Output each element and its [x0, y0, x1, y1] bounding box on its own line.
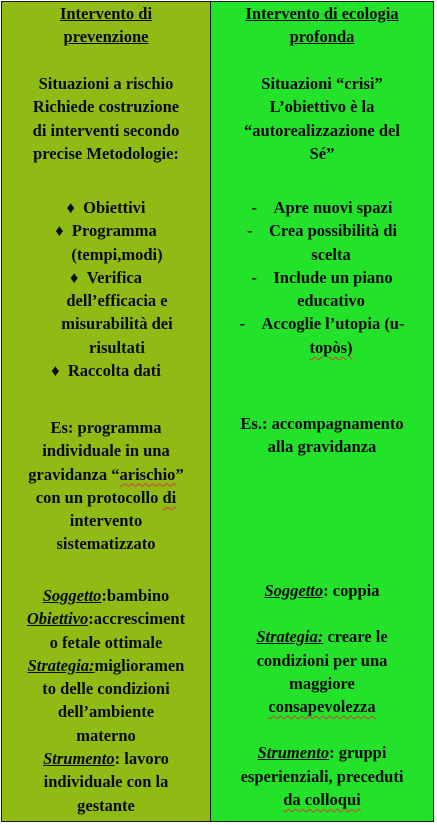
soggetto-line: Soggetto:bambino	[42, 586, 170, 605]
soggetto-line: Soggetto: coppia	[264, 581, 380, 600]
obiettivo-line: Obiettivo:accresciment	[26, 609, 186, 629]
dash-bullet: -	[251, 267, 257, 287]
left-details: Soggetto:bambino Obiettivo:accresciment o fetale ottimale Strategia:miglioramen to delle condizioni dell’ambiente materno Strumento: lavoro individuale con la gestante	[2, 584, 210, 817]
strumento-line: Strumento: lavoro	[43, 749, 169, 769]
left-example: Es: programma individuale in una gravidanza “arischio” con un protocollo di intervento sistematizzato	[28, 418, 184, 554]
diamond-bullet-icon: ♦	[51, 361, 60, 381]
dash-bullet: -	[246, 221, 253, 241]
diamond-bullet-icon: ♦	[70, 267, 79, 287]
strumento-line: Strumento: gruppi	[257, 743, 387, 763]
left-bullet-list: ♦ Obiettivi ♦ Programma (tempi,modi) ♦ Verifica dell’efficacia e misurabilità dei risultati ♦ Raccolta dati	[2, 196, 210, 382]
right-details: Soggetto: coppia Strategia: creare le condizioni per una maggiore consapevolezza Strumento: gruppi esperienziali, preceduti da colloqui	[211, 579, 433, 811]
bullet-item: ♦ Programma	[55, 221, 157, 241]
right-dash-list: - Apre nuovi spazi - Crea possibilità di scelta - Include un piano educativo - Accoglie l’utopia (u- topòs)	[211, 196, 433, 359]
bullet-item: ♦ Raccolta dati	[51, 361, 161, 381]
dash-bullet: -	[239, 314, 245, 334]
strategia-line: Strategia: creare le	[256, 627, 388, 647]
left-intro: Situazioni a rischio Richiede costruzione di interventi secondo precise Metodologie:	[32, 74, 180, 163]
right-intro: Situazioni “crisi” L’obiettivo è la “autorealizzazione del Sé”	[244, 74, 400, 163]
dash-bullet: -	[251, 198, 258, 217]
comparison-table	[1, 1, 434, 822]
column-ecologia-profonda	[211, 2, 433, 821]
dash-item: - Apre nuovi spazi	[251, 198, 393, 217]
diamond-bullet-icon: ♦	[55, 221, 64, 241]
left-title: Intervento di prevenzione	[59, 4, 153, 47]
right-example: Es.: accompagnamento alla gravidanza	[240, 414, 404, 457]
strategia-line: Strategia:miglioramen	[27, 655, 185, 675]
right-title: Intervento di ecologia profonda	[245, 4, 399, 47]
column-prevenzione	[2, 2, 211, 821]
dash-item: - Include un piano	[251, 267, 393, 287]
bullet-item: ♦ Verifica	[70, 267, 142, 287]
bullet-item: ♦ Obiettivi	[66, 198, 146, 217]
diamond-bullet-icon: ♦	[66, 198, 75, 217]
dash-item: - Crea possibilità di	[246, 221, 398, 241]
dash-item: - Accoglie l’utopia (u-	[239, 314, 405, 334]
